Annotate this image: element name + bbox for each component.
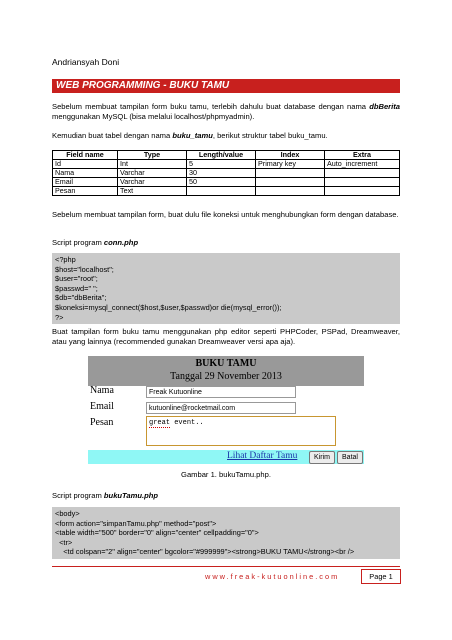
form-title: BUKU TAMU bbox=[195, 358, 257, 369]
db-name: dbBerita bbox=[369, 102, 400, 111]
table-row bbox=[53, 160, 400, 169]
column-header: Index bbox=[256, 151, 325, 160]
table-cell bbox=[256, 178, 325, 187]
column-header: Length/value bbox=[187, 151, 256, 160]
table-cell: Text bbox=[118, 187, 187, 196]
conn-paragraph: Sebelum membuat tampilan form, buat dulu file koneksi untuk menghubungkan form dengan database. bbox=[52, 210, 399, 219]
form-screenshot bbox=[88, 356, 364, 464]
code-line: $db="dbBerita"; bbox=[55, 293, 107, 303]
table-cell bbox=[325, 187, 400, 196]
table-row bbox=[53, 187, 400, 196]
table-cell: 5 bbox=[187, 160, 256, 169]
form-header bbox=[88, 356, 364, 386]
label-nama: Nama bbox=[90, 385, 114, 396]
code-line: <td colspan="2" align="center" bgcolor="#999999"><strong>BUKU TAMU</strong><br /> bbox=[55, 547, 355, 557]
form-footer bbox=[88, 450, 364, 464]
section-title: WEB PROGRAMMING - BUKU TAMU bbox=[52, 79, 400, 93]
table-cell bbox=[325, 178, 400, 187]
page-number: Page 1 bbox=[361, 569, 401, 584]
author-name: Andriansyah Doni bbox=[52, 57, 120, 67]
column-header: Type bbox=[118, 151, 187, 160]
table-structure bbox=[52, 150, 400, 196]
column-header: Field name bbox=[53, 151, 118, 160]
code-line: <form action="simpanTamu.php" method="post"> bbox=[55, 518, 217, 528]
table-cell: Auto_increment bbox=[325, 160, 400, 169]
table-intro-paragraph: Kemudian buat tabel dengan nama buku_tamu, berikut struktur tabel buku_tamu. bbox=[52, 131, 328, 140]
table-cell: 30 bbox=[187, 169, 256, 178]
misspelled-word: great bbox=[149, 419, 171, 427]
code-line: <?php bbox=[55, 255, 76, 264]
kirim-button[interactable]: Kirim bbox=[309, 451, 335, 464]
code-line: $passwd=" "; bbox=[55, 283, 98, 293]
table-cell: Email bbox=[53, 178, 118, 187]
code-line: ?> bbox=[55, 312, 64, 322]
bt-script-label: Script program bukuTamu.php bbox=[52, 491, 159, 500]
table-cell: Id bbox=[53, 160, 118, 169]
bt-code-block bbox=[52, 507, 400, 559]
table-cell: Varchar bbox=[118, 178, 187, 187]
table-cell: Pesan bbox=[53, 187, 118, 196]
code-line: <body> bbox=[55, 509, 80, 518]
column-header: Extra bbox=[325, 151, 400, 160]
figure-caption: Gambar 1. bukuTamu.php. bbox=[181, 470, 271, 479]
table-cell bbox=[256, 187, 325, 196]
table-cell bbox=[325, 169, 400, 178]
table-cell: Primary key bbox=[256, 160, 325, 169]
footer-url: www.freak-kutuonline.com bbox=[205, 572, 340, 581]
nama-input[interactable]: Freak Kutuonline bbox=[146, 386, 296, 398]
code-line: $koneksi=mysql_connect($host,$user,$passwd)or die(mysql_error()); bbox=[55, 302, 282, 312]
daftar-tamu-link[interactable]: Lihat Daftar Tamu bbox=[227, 451, 298, 461]
conn-filename: conn.php bbox=[103, 238, 139, 247]
table-cell: Varchar bbox=[118, 169, 187, 178]
code-line: <table width="500" border="0" align="center" cellpadding="0"> bbox=[55, 528, 259, 538]
table-cell: Nama bbox=[53, 169, 118, 178]
bt-filename: bukuTamu.php bbox=[103, 491, 159, 500]
form-date: Tanggal 29 November 2013 bbox=[170, 371, 282, 382]
table-cell: Int bbox=[118, 160, 187, 169]
pesan-textarea[interactable]: great event.. bbox=[146, 416, 336, 446]
batal-button[interactable]: Batal bbox=[337, 451, 363, 464]
footer-divider bbox=[52, 566, 400, 567]
table-cell: 50 bbox=[187, 178, 256, 187]
table-row bbox=[53, 169, 400, 178]
code-line: $host="localhost"; bbox=[55, 264, 114, 274]
form-paragraph: Buat tampilan form buku tamu menggunakan php editor seperti PHPCoder, PSPad, Dreamweaver, atau yang lainnya (recommended gunakan Dreamweaver versi apa aja). bbox=[52, 327, 400, 346]
label-pesan: Pesan bbox=[90, 417, 114, 428]
conn-code-block bbox=[52, 253, 400, 324]
label-email: Email bbox=[90, 401, 114, 412]
intro-paragraph: Sebelum membuat tampilan form buku tamu, terlebih dahulu buat database dengan nama dbBerita menggunakan MySQL (bisa melalui localhost/phpmyadmin). bbox=[52, 102, 400, 121]
table-name: buku_tamu bbox=[172, 131, 213, 140]
conn-script-label: Script program conn.php bbox=[52, 238, 139, 247]
table-cell bbox=[256, 169, 325, 178]
code-line: <tr> bbox=[55, 537, 73, 547]
table-cell bbox=[187, 187, 256, 196]
email-input[interactable]: kutuonline@rocketmail.com bbox=[146, 402, 296, 414]
code-line: $user="root"; bbox=[55, 274, 98, 284]
table-row bbox=[53, 178, 400, 187]
